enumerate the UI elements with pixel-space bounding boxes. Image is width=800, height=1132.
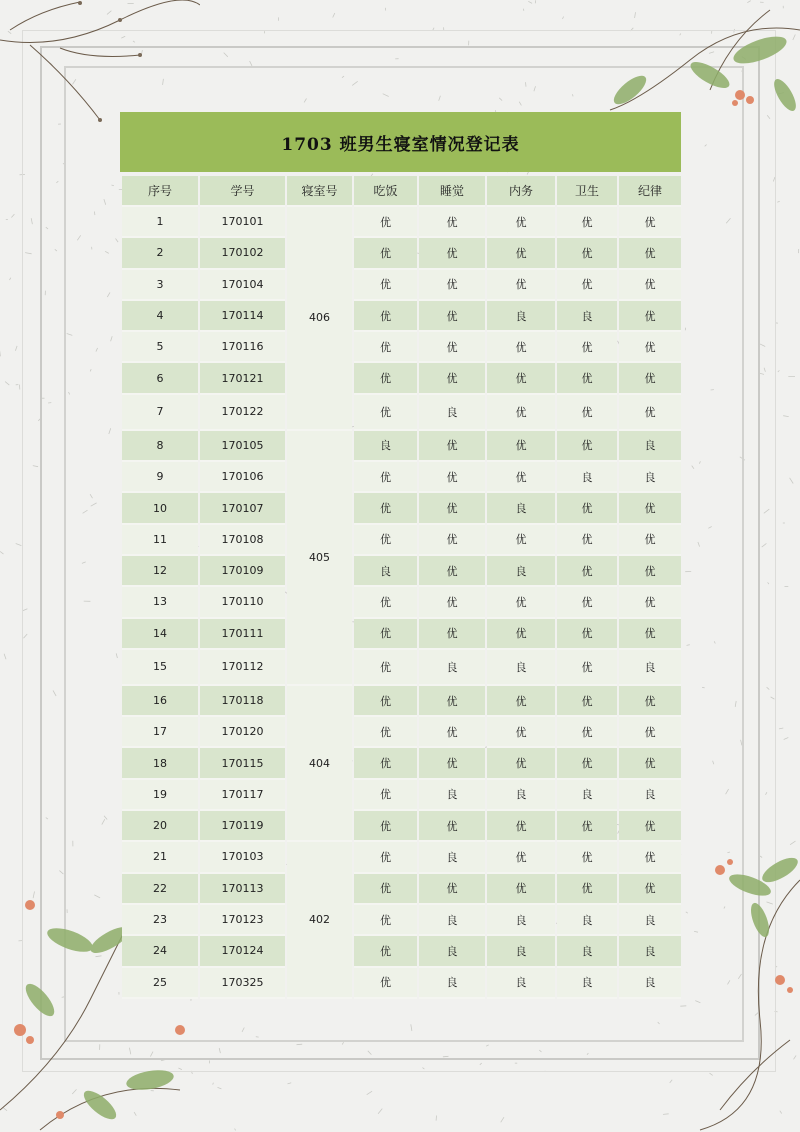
cell-room: 405 — [287, 431, 352, 686]
cell-discipline: 优 — [619, 493, 681, 524]
cell-sleep: 优 — [419, 207, 485, 238]
cell-eat: 优 — [354, 650, 417, 686]
cell-student-id: 170123 — [200, 905, 285, 936]
header-hygiene: 卫生 — [557, 176, 617, 207]
cell-sleep: 良 — [419, 780, 485, 811]
cell-student-id: 170104 — [200, 270, 285, 301]
cell-chores: 优 — [487, 270, 555, 301]
cell-no: 22 — [122, 874, 198, 905]
cell-hygiene: 优 — [557, 748, 617, 779]
cell-eat: 优 — [354, 238, 417, 269]
cell-sleep: 优 — [419, 363, 485, 394]
cell-student-id: 170111 — [200, 619, 285, 650]
cell-discipline: 优 — [619, 842, 681, 873]
cell-student-id: 170101 — [200, 207, 285, 238]
cell-room: 406 — [287, 207, 352, 431]
cell-student-id: 170122 — [200, 395, 285, 431]
table-row — [122, 587, 681, 618]
table-row — [122, 619, 681, 650]
cell-eat: 优 — [354, 717, 417, 748]
cell-hygiene: 优 — [557, 363, 617, 394]
table-row — [122, 717, 681, 748]
cell-sleep: 优 — [419, 717, 485, 748]
cell-discipline: 优 — [619, 748, 681, 779]
cell-sleep: 良 — [419, 968, 485, 999]
table-row — [122, 363, 681, 394]
header-no: 序号 — [122, 176, 198, 207]
cell-room: 404 — [287, 686, 352, 842]
cell-student-id: 170121 — [200, 363, 285, 394]
cell-hygiene: 优 — [557, 493, 617, 524]
cell-chores: 优 — [487, 874, 555, 905]
cell-sleep: 良 — [419, 842, 485, 873]
cell-discipline: 良 — [619, 462, 681, 493]
cell-hygiene: 良 — [557, 968, 617, 999]
cell-eat: 优 — [354, 619, 417, 650]
cell-chores: 良 — [487, 968, 555, 999]
cell-no: 14 — [122, 619, 198, 650]
cell-hygiene: 优 — [557, 395, 617, 431]
cell-chores: 优 — [487, 842, 555, 873]
cell-eat: 优 — [354, 525, 417, 556]
header-room: 寝室号 — [287, 176, 352, 207]
cell-no: 11 — [122, 525, 198, 556]
cell-discipline: 良 — [619, 650, 681, 686]
cell-eat: 优 — [354, 207, 417, 238]
cell-chores: 良 — [487, 493, 555, 524]
cell-chores: 优 — [487, 207, 555, 238]
table-row — [122, 395, 681, 431]
cell-discipline: 优 — [619, 301, 681, 332]
cell-student-id: 170116 — [200, 332, 285, 363]
cell-sleep: 优 — [419, 493, 485, 524]
cell-sleep: 优 — [419, 556, 485, 587]
cell-sleep: 优 — [419, 238, 485, 269]
table-header-row — [122, 176, 681, 207]
cell-chores: 优 — [487, 462, 555, 493]
cell-sleep: 优 — [419, 874, 485, 905]
cell-no: 7 — [122, 395, 198, 431]
cell-discipline: 良 — [619, 780, 681, 811]
cell-chores: 良 — [487, 301, 555, 332]
cell-discipline: 优 — [619, 363, 681, 394]
cell-chores: 优 — [487, 525, 555, 556]
cell-hygiene: 良 — [557, 462, 617, 493]
cell-discipline: 优 — [619, 238, 681, 269]
cell-student-id: 170112 — [200, 650, 285, 686]
cell-no: 1 — [122, 207, 198, 238]
table-row — [122, 493, 681, 524]
cell-discipline: 优 — [619, 525, 681, 556]
cell-sleep: 良 — [419, 936, 485, 967]
cell-discipline: 良 — [619, 968, 681, 999]
cell-no: 12 — [122, 556, 198, 587]
cell-student-id: 170107 — [200, 493, 285, 524]
table-row — [122, 811, 681, 842]
cell-chores: 优 — [487, 395, 555, 431]
cell-sleep: 优 — [419, 619, 485, 650]
cell-no: 13 — [122, 587, 198, 618]
cell-no: 15 — [122, 650, 198, 686]
table-row — [122, 270, 681, 301]
cell-student-id: 170109 — [200, 556, 285, 587]
cell-chores: 优 — [487, 686, 555, 717]
cell-chores: 优 — [487, 717, 555, 748]
cell-student-id: 170102 — [200, 238, 285, 269]
cell-room: 402 — [287, 842, 352, 998]
cell-chores: 优 — [487, 748, 555, 779]
cell-eat: 良 — [354, 556, 417, 587]
cell-no: 20 — [122, 811, 198, 842]
cell-eat: 优 — [354, 842, 417, 873]
table-row — [122, 936, 681, 967]
header-eat: 吃饭 — [354, 176, 417, 207]
cell-student-id: 170106 — [200, 462, 285, 493]
cell-discipline: 良 — [619, 431, 681, 462]
table-row — [122, 462, 681, 493]
cell-student-id: 170115 — [200, 748, 285, 779]
cell-discipline: 优 — [619, 717, 681, 748]
table-row — [122, 748, 681, 779]
cell-no: 25 — [122, 968, 198, 999]
cell-sleep: 优 — [419, 462, 485, 493]
cell-no: 4 — [122, 301, 198, 332]
cell-hygiene: 优 — [557, 686, 617, 717]
cell-student-id: 170119 — [200, 811, 285, 842]
cell-discipline: 优 — [619, 686, 681, 717]
cell-no: 16 — [122, 686, 198, 717]
cell-discipline: 优 — [619, 270, 681, 301]
cell-eat: 良 — [354, 431, 417, 462]
cell-discipline: 优 — [619, 556, 681, 587]
cell-hygiene: 优 — [557, 874, 617, 905]
table-row — [122, 905, 681, 936]
cell-sleep: 优 — [419, 748, 485, 779]
cell-eat: 优 — [354, 363, 417, 394]
cell-no: 21 — [122, 842, 198, 873]
cell-chores: 良 — [487, 556, 555, 587]
cell-discipline: 优 — [619, 395, 681, 431]
cell-sleep: 优 — [419, 525, 485, 556]
cell-eat: 优 — [354, 301, 417, 332]
cell-sleep: 优 — [419, 270, 485, 301]
cell-student-id: 170108 — [200, 525, 285, 556]
cell-student-id: 170117 — [200, 780, 285, 811]
cell-sleep: 良 — [419, 395, 485, 431]
header-sleep: 睡觉 — [419, 176, 485, 207]
cell-discipline: 优 — [619, 587, 681, 618]
cell-no: 3 — [122, 270, 198, 301]
cell-eat: 优 — [354, 968, 417, 999]
table-row — [122, 686, 681, 717]
cell-discipline: 优 — [619, 874, 681, 905]
cell-eat: 优 — [354, 462, 417, 493]
table-row — [122, 207, 681, 238]
cell-chores: 良 — [487, 650, 555, 686]
cell-hygiene: 优 — [557, 619, 617, 650]
cell-student-id: 170113 — [200, 874, 285, 905]
cell-no: 2 — [122, 238, 198, 269]
cell-no: 10 — [122, 493, 198, 524]
cell-no: 19 — [122, 780, 198, 811]
table-row — [122, 842, 681, 873]
cell-eat: 优 — [354, 780, 417, 811]
cell-hygiene: 良 — [557, 301, 617, 332]
cell-hygiene: 良 — [557, 936, 617, 967]
cell-eat: 优 — [354, 587, 417, 618]
cell-student-id: 170110 — [200, 587, 285, 618]
table-row — [122, 431, 681, 462]
cell-hygiene: 优 — [557, 238, 617, 269]
cell-sleep: 良 — [419, 905, 485, 936]
cell-no: 9 — [122, 462, 198, 493]
cell-hygiene: 优 — [557, 842, 617, 873]
cell-chores: 优 — [487, 811, 555, 842]
cell-no: 5 — [122, 332, 198, 363]
table-row — [122, 556, 681, 587]
cell-no: 17 — [122, 717, 198, 748]
page-title: 1703 班男生寝室情况登记表 — [120, 112, 681, 172]
cell-no: 18 — [122, 748, 198, 779]
cell-student-id: 170325 — [200, 968, 285, 999]
cell-discipline: 良 — [619, 905, 681, 936]
cell-sleep: 优 — [419, 587, 485, 618]
cell-hygiene: 优 — [557, 525, 617, 556]
cell-student-id: 170120 — [200, 717, 285, 748]
cell-no: 23 — [122, 905, 198, 936]
cell-chores: 优 — [487, 619, 555, 650]
cell-hygiene: 优 — [557, 556, 617, 587]
cell-discipline: 优 — [619, 811, 681, 842]
cell-chores: 良 — [487, 936, 555, 967]
cell-student-id: 170103 — [200, 842, 285, 873]
cell-chores: 优 — [487, 332, 555, 363]
cell-hygiene: 优 — [557, 332, 617, 363]
cell-no: 6 — [122, 363, 198, 394]
table-row — [122, 780, 681, 811]
cell-chores: 良 — [487, 780, 555, 811]
cell-eat: 优 — [354, 686, 417, 717]
cell-sleep: 优 — [419, 431, 485, 462]
header-chores: 内务 — [487, 176, 555, 207]
cell-hygiene: 优 — [557, 587, 617, 618]
table-row — [122, 968, 681, 999]
cell-eat: 优 — [354, 493, 417, 524]
cell-discipline: 优 — [619, 332, 681, 363]
table-row — [122, 332, 681, 363]
cell-sleep: 良 — [419, 650, 485, 686]
cell-sleep: 优 — [419, 686, 485, 717]
cell-sleep: 优 — [419, 301, 485, 332]
cell-student-id: 170118 — [200, 686, 285, 717]
cell-eat: 优 — [354, 748, 417, 779]
cell-student-id: 170124 — [200, 936, 285, 967]
cell-hygiene: 良 — [557, 905, 617, 936]
cell-eat: 优 — [354, 395, 417, 431]
cell-hygiene: 优 — [557, 270, 617, 301]
cell-eat: 优 — [354, 811, 417, 842]
cell-chores: 良 — [487, 905, 555, 936]
cell-sleep: 优 — [419, 332, 485, 363]
table-row — [122, 874, 681, 905]
cell-discipline: 优 — [619, 619, 681, 650]
header-discipline: 纪律 — [619, 176, 681, 207]
table-row — [122, 301, 681, 332]
cell-eat: 优 — [354, 332, 417, 363]
cell-no: 24 — [122, 936, 198, 967]
cell-eat: 优 — [354, 874, 417, 905]
header-student-id: 学号 — [200, 176, 285, 207]
cell-student-id: 170114 — [200, 301, 285, 332]
cell-chores: 优 — [487, 238, 555, 269]
cell-no: 8 — [122, 431, 198, 462]
cell-hygiene: 优 — [557, 650, 617, 686]
table-row — [122, 525, 681, 556]
cell-chores: 优 — [487, 587, 555, 618]
cell-discipline: 良 — [619, 936, 681, 967]
cell-chores: 优 — [487, 431, 555, 462]
cell-discipline: 优 — [619, 207, 681, 238]
cell-eat: 优 — [354, 270, 417, 301]
cell-hygiene: 优 — [557, 431, 617, 462]
cell-hygiene: 优 — [557, 207, 617, 238]
cell-hygiene: 优 — [557, 811, 617, 842]
cell-eat: 优 — [354, 905, 417, 936]
cell-sleep: 优 — [419, 811, 485, 842]
cell-student-id: 170105 — [200, 431, 285, 462]
cell-hygiene: 优 — [557, 717, 617, 748]
cell-chores: 优 — [487, 363, 555, 394]
dorm-table — [120, 176, 683, 999]
table-row — [122, 650, 681, 686]
cell-eat: 优 — [354, 936, 417, 967]
table-row — [122, 238, 681, 269]
cell-hygiene: 良 — [557, 780, 617, 811]
